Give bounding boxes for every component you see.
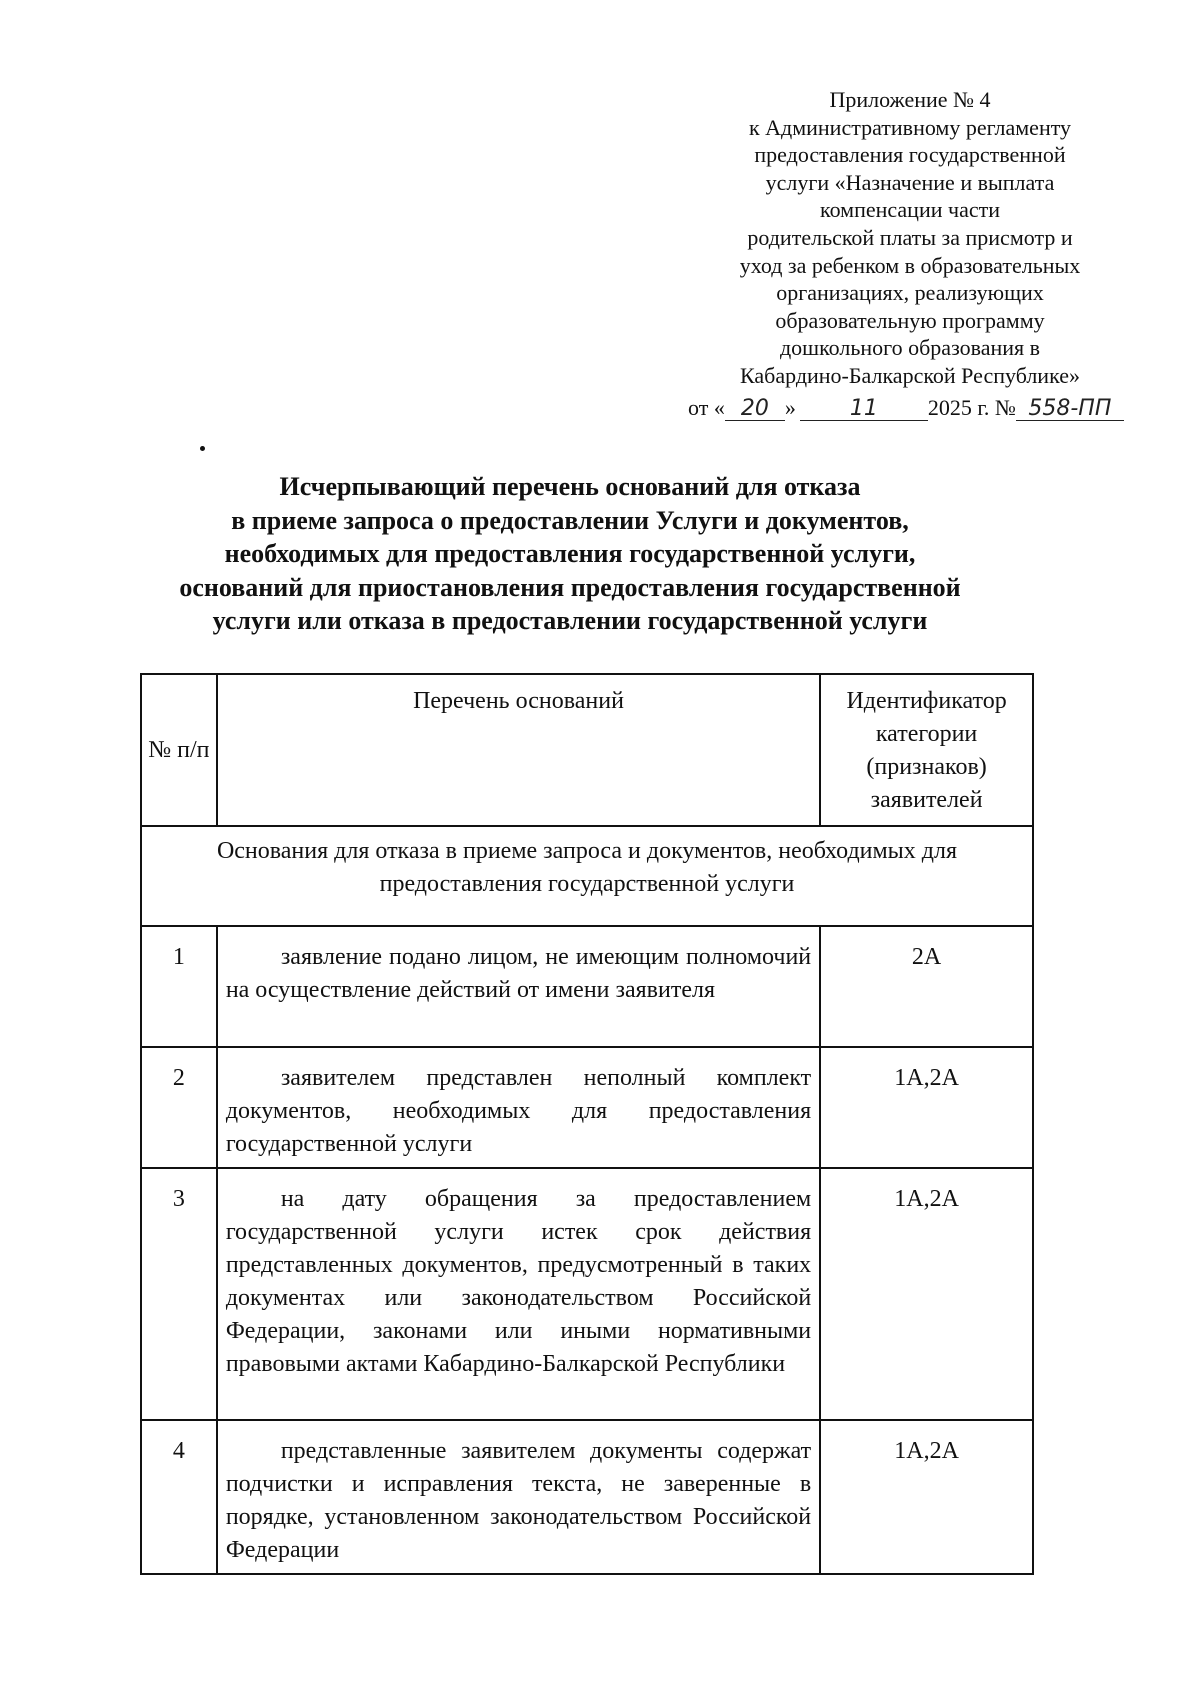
table-row (141, 926, 1033, 1047)
annex-header (688, 86, 1130, 421)
row-category: 2А (820, 926, 1033, 1047)
section-heading: Основания для отказа в приеме запроса и документов, необходимых для предоставления государственной услуги (141, 826, 1033, 926)
row-category: 1А,2А (820, 1420, 1033, 1574)
annex-line: образовательную программу (775, 307, 1045, 333)
date-prefix: от « (688, 395, 725, 420)
table-row (141, 1420, 1033, 1574)
annex-line: уход за ребенком в образовательных (739, 252, 1081, 278)
annex-line: услуги «Назначение и выплата (765, 169, 1055, 195)
annex-line: предоставления государственной (754, 142, 1066, 168)
row-num: 2 (141, 1047, 217, 1168)
title-line: Исчерпывающий перечень оснований для отказа (279, 472, 861, 501)
row-text: на дату обращения за предоставлением государственной услуги истек срок действия представленных документов, предусмотренный в таких документах или законодательством Российской Федерации, законами или иными нормативными правовыми актами Кабардино-Балкарской Республики (217, 1168, 820, 1420)
document-title (130, 470, 1010, 638)
row-category: 1А,2А (820, 1047, 1033, 1168)
date-year: 2025 г. № (927, 395, 1016, 420)
header-list: Перечень оснований (217, 674, 820, 826)
header-id: Идентификатор категории (признаков) заявителей (820, 674, 1033, 826)
row-text: заявителем представлен неполный комплект документов, необходимых для предоставления государственной услуги (217, 1047, 820, 1168)
grounds-table (140, 673, 1034, 1575)
row-text: заявление подано лицом, не имеющим полномочий на осуществление действий от имени заявителя (217, 926, 820, 1047)
row-category: 1А,2А (820, 1168, 1033, 1420)
section-row (141, 826, 1033, 926)
annex-line: к Административному регламенту (748, 114, 1072, 140)
annex-line: родительской платы за присмотр и (747, 224, 1073, 250)
row-num: 1 (141, 926, 217, 1047)
annex-line: компенсации части (820, 197, 1000, 223)
title-line: оснований для приостановления предоставления государственной (179, 572, 961, 602)
stray-dot (200, 446, 205, 451)
handwritten-day: 20 (725, 398, 785, 421)
row-num: 4 (141, 1420, 217, 1574)
date-day-close: » (784, 395, 796, 420)
annex-line: Кабардино-Балкарской Республике» (740, 362, 1080, 388)
title-line: в приеме запроса о предоставлении Услуги и документов, (231, 505, 909, 535)
row-text: представленные заявителем документы содержат подчистки и исправления текста, не заверенные в порядке, установленном законодательством Российской Федерации (217, 1420, 820, 1574)
title-line: необходимых для предоставления государственной услуги, (224, 539, 916, 568)
annex-line: организациях, реализующих (776, 280, 1044, 306)
row-num: 3 (141, 1168, 217, 1420)
title-line: услуги или отказа в предоставлении государственной услуги (212, 606, 928, 635)
table-row (141, 1047, 1033, 1168)
handwritten-month: 11 (800, 398, 928, 421)
handwritten-doc-number: 558-ПП (1016, 398, 1124, 421)
document-date-line (688, 394, 1148, 422)
header-num: № п/п (141, 674, 217, 826)
table-header-row (141, 674, 1033, 826)
annex-line: Приложение № 4 (829, 87, 991, 112)
annex-line: дошкольного образования в (779, 335, 1041, 361)
table-row (141, 1168, 1033, 1420)
